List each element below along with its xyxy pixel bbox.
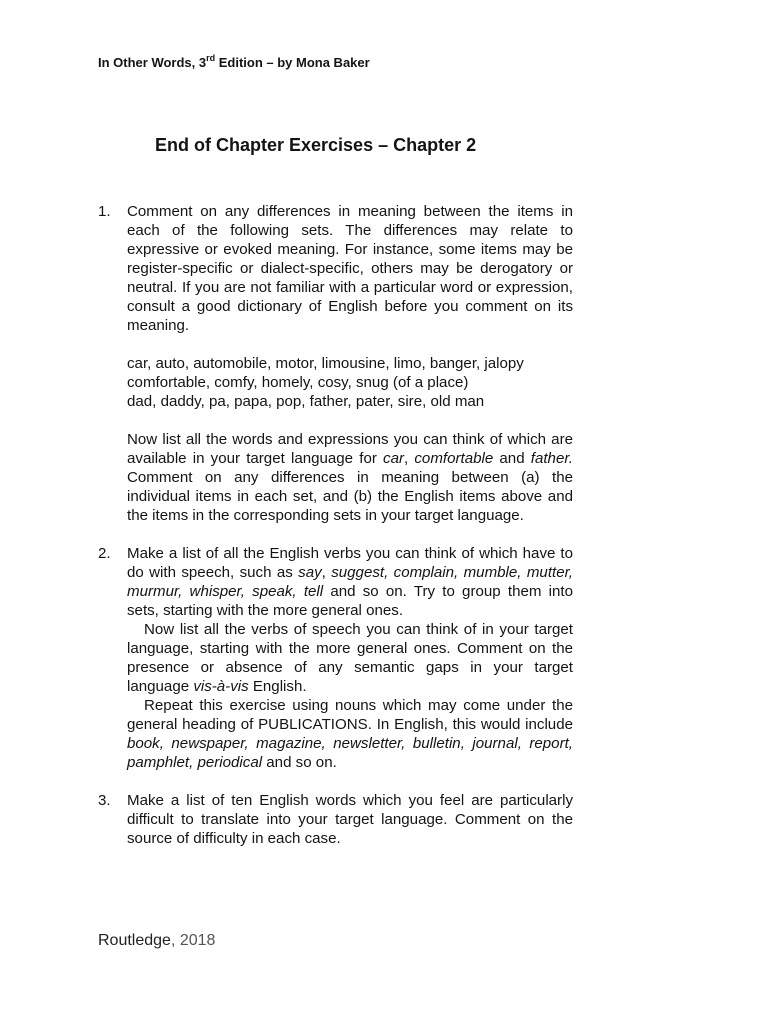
emphasis-run: car (383, 450, 404, 467)
exercise-3 (98, 791, 573, 848)
text-run: , (404, 450, 415, 467)
exercise-1-instructions: Comment on any differences in meaning between the items in each of the following sets. The differences may relate to expressive or evoked meaning. For instance, some items may be register-specific or dialect-specific, others may be derogatory or neutral. If you are not familiar with a particular word or expression, consult a good dictionary of English before you comment on its meaning. (127, 203, 573, 334)
page-footer (98, 932, 215, 950)
word-set-comfortable: comfortable, comfy, homely, cosy, snug (of a place) (127, 374, 469, 391)
running-header (98, 55, 370, 70)
exercise-2-paragraph-3 (127, 696, 573, 772)
text-run: and so on. Try to group them into sets, starting with the more general ones. (127, 583, 573, 619)
emphasis-run: father. (530, 450, 573, 467)
header-author: Edition – by Mona Baker (215, 55, 370, 70)
exercise-1 (98, 202, 573, 525)
exercise-2-paragraph-2 (127, 620, 573, 696)
emphasis-run: suggest, complain, mumble, mutter, murmur, whisper, speak, tell (127, 564, 573, 600)
footer-publisher: Routledge (98, 932, 171, 949)
exercise-number: 1. (98, 203, 111, 220)
exercise-2 (98, 544, 573, 772)
exercise-number: 2. (98, 545, 111, 562)
header-edition-superscript: rd (206, 53, 216, 63)
word-sets (127, 354, 573, 411)
word-set-car: car, auto, automobile, motor, limousine, limo, banger, jalopy (127, 355, 524, 372)
page-title: End of Chapter Exercises – Chapter 2 (155, 135, 477, 155)
text-run: Now list all the verbs of speech you can think of in your target language, starting with the more general ones. Comment on the presence or absence of any semantic gaps in your target language (127, 621, 573, 695)
text-run: Make a list of all the English verbs you can think of which have to do with speech, such as (127, 545, 573, 581)
exercise-2-paragraph-1 (127, 544, 573, 620)
exercise-list (98, 202, 573, 848)
emphasis-run: comfortable (414, 450, 494, 467)
word-set-father: dad, daddy, pa, papa, pop, father, pater, sire, old man (127, 393, 485, 410)
exercise-3-instructions: Make a list of ten English words which you feel are particularly difficult to translate into your target language. Comment on the source of difficulty in each case. (127, 792, 573, 847)
text-run: Repeat this exercise using nouns which may come under the general heading of PUBLICATIONS. In English, this would include (127, 697, 573, 733)
text-run: English. (248, 678, 307, 695)
footer-year: , 2018 (170, 932, 216, 949)
text-run: and (493, 450, 531, 467)
header-book-title: In Other Words, 3 (98, 55, 207, 70)
emphasis-run: book, newspaper, magazine, newsletter, bulletin, journal, report, pamphlet, periodical (127, 735, 573, 771)
text-run: and so on. (262, 754, 337, 771)
emphasis-run: vis-à-vis (193, 678, 249, 695)
text-run: , (321, 564, 332, 581)
exercise-1-followup (127, 430, 573, 525)
exercise-number: 3. (98, 792, 111, 809)
emphasis-run: say (298, 564, 322, 581)
text-run: Comment on any differences in meaning between (a) the individual items in each set, and (b) the English items above and the items in the corresponding sets in your target language. (127, 469, 573, 524)
text-run: Now list all the words and expressions you can think of which are available in your target language for (127, 431, 573, 467)
